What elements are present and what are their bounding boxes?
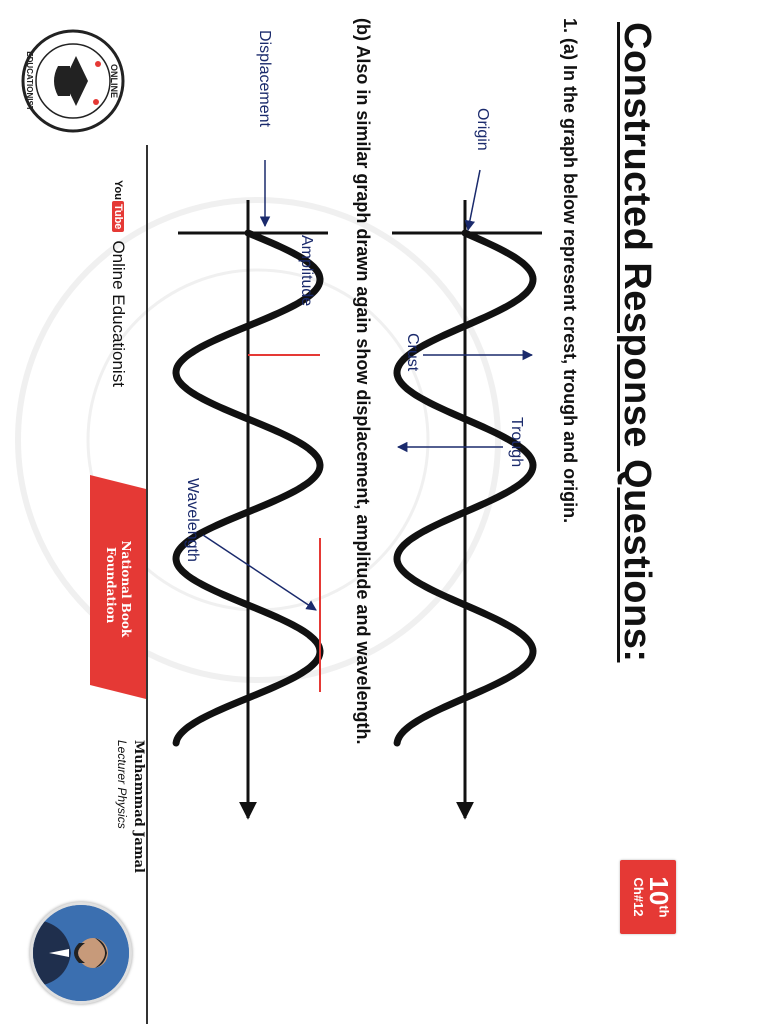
- question-1a: 1. (a) In the graph below represent crest, trough and origin.: [560, 18, 580, 524]
- publisher-line-2: Foundation: [104, 546, 118, 624]
- channel-name: Online Educationist: [109, 240, 128, 387]
- logo-text-top: ONLINE: [109, 63, 119, 99]
- crest-label: Crust: [404, 333, 421, 372]
- graph-2: [176, 30, 328, 818]
- origin-arrow: [468, 170, 480, 230]
- page-title: Constructed Response Questions:: [616, 22, 658, 663]
- teacher-role: Lecturer Physics: [115, 740, 129, 829]
- teacher-name: Muhammad Jamal: [131, 740, 146, 873]
- trough-label: Trough: [508, 417, 525, 468]
- teacher-info: [115, 740, 146, 873]
- footer-divider: [146, 145, 148, 1024]
- displacement-label: Displacement: [256, 30, 273, 127]
- wavelength-arrow: [203, 535, 316, 610]
- youtube-icon: [112, 180, 124, 232]
- teacher-avatar-icon: [30, 902, 132, 1004]
- online-educationist-logo: [18, 26, 128, 136]
- origin-label: Origin: [474, 108, 491, 151]
- logo-text-bottom: EDUCATIONIST: [25, 51, 34, 111]
- graph-1: [392, 108, 542, 818]
- publisher-banner: [90, 475, 146, 699]
- youtube-channel[interactable]: [108, 180, 128, 387]
- wavelength-label: Wavelength: [184, 478, 201, 562]
- youtube-tube: Tube: [112, 201, 124, 232]
- youtube-you: You: [112, 180, 124, 200]
- chapter-label: Ch#12: [630, 877, 646, 917]
- grade-number: 10: [644, 876, 674, 906]
- amplitude-label: Amplitude: [298, 235, 315, 307]
- publisher-line-1: National Book: [119, 540, 133, 638]
- grade-suffix: th: [656, 905, 672, 918]
- question-1b: (b) Also in similar graph drawn again show displacement, amplitude and wavelength.: [353, 18, 373, 745]
